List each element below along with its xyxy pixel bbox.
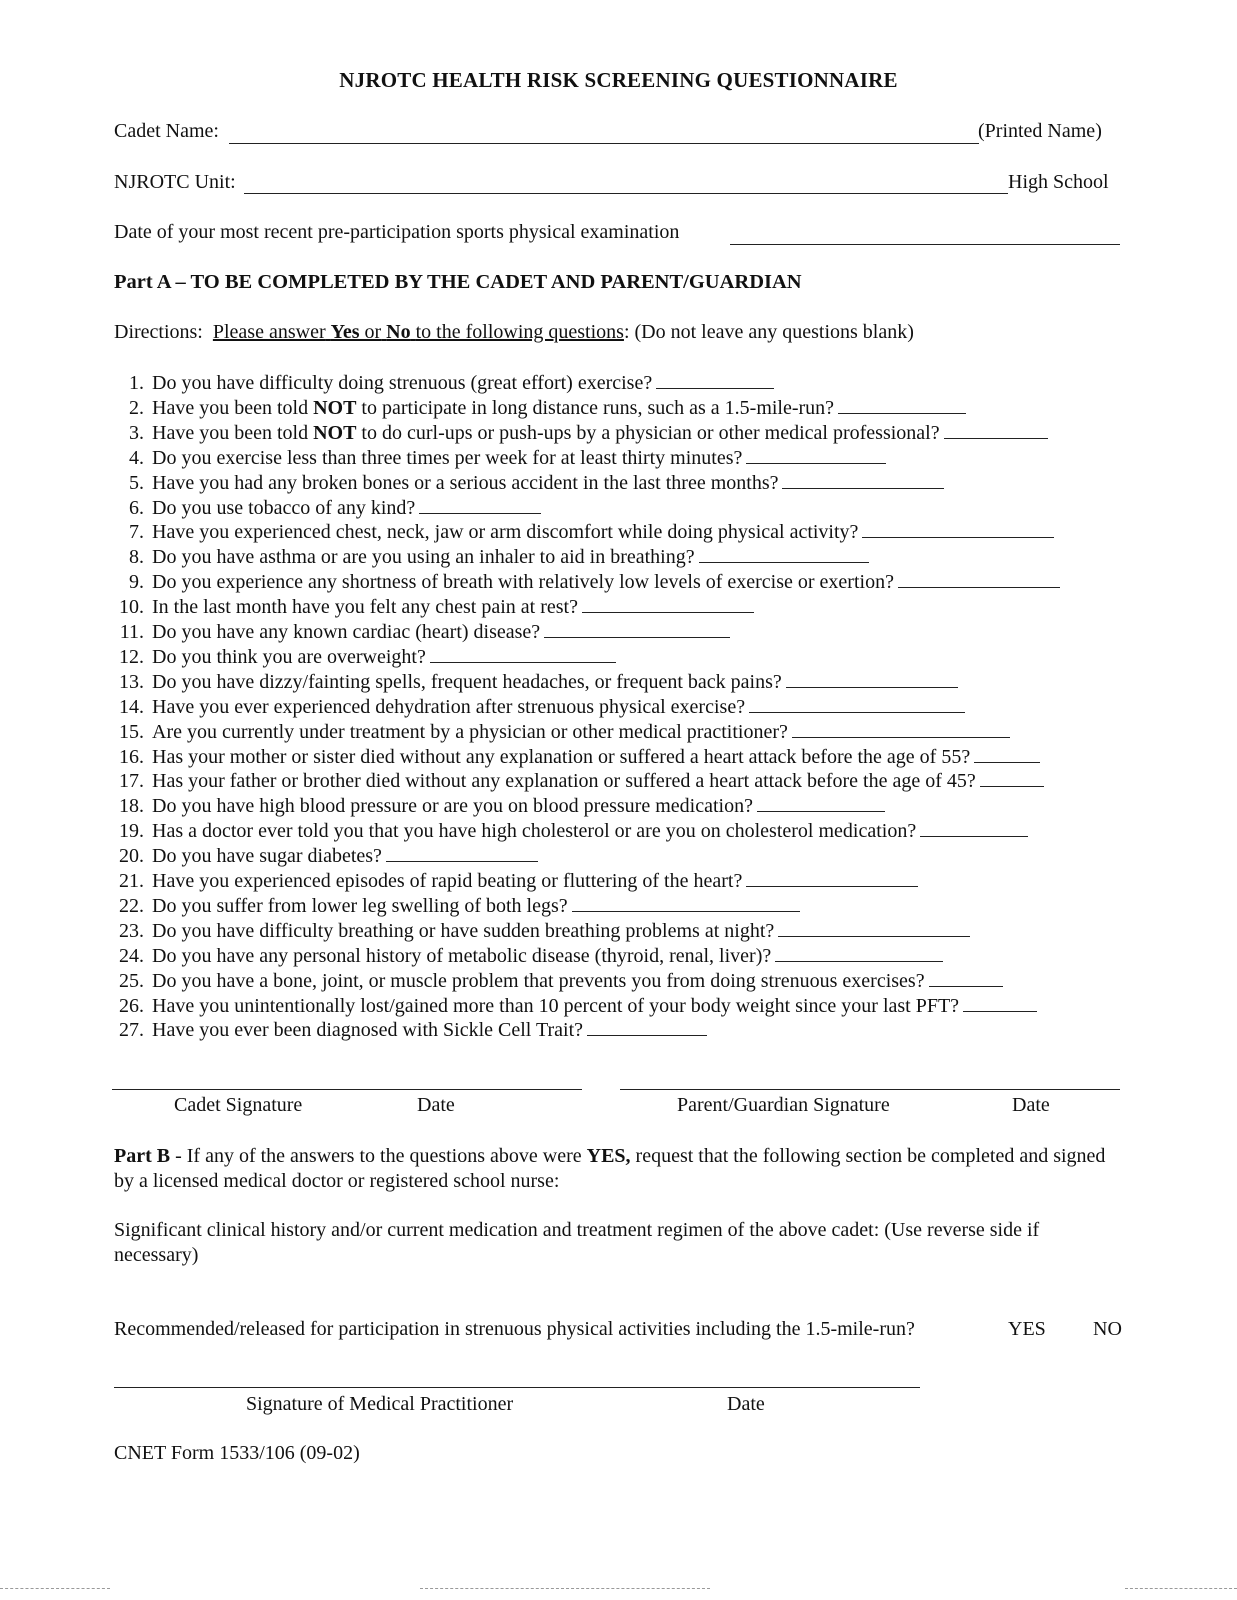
question-number: 12.: [119, 645, 144, 668]
physical-date-label: Date of your most recent pre-participation sports physical examination: [114, 221, 680, 243]
question-number: 1.: [129, 372, 144, 394]
question-item: [119, 795, 885, 819]
question-item: [129, 471, 944, 496]
question-number: 24.: [119, 944, 144, 967]
question-item: [129, 521, 1054, 545]
question-number: 22.: [119, 894, 144, 917]
no-option[interactable]: NO: [1093, 1318, 1122, 1340]
question-item: [119, 870, 918, 894]
question-item: [129, 546, 869, 570]
question-text: Have you ever been diagnosed with Sickle Cell Trait?: [152, 1019, 584, 1042]
recommended-question: Recommended/released for participation in strenuous physical activities including the 1.5-mile-run?: [114, 1318, 915, 1340]
question-item: [119, 596, 754, 620]
question-number: 8.: [129, 546, 144, 569]
question-text: to participate in long distance runs, such as a 1.5-mile-run?: [356, 396, 835, 419]
question-text: Have you experienced chest, neck, jaw or arm discomfort while doing physical activity?: [152, 521, 859, 544]
question-number: 7.: [129, 521, 144, 544]
question-text: Do you exercise less than three times per week for at least thirty minutes?: [152, 446, 743, 469]
cadet-signature-label: Cadet Signature: [174, 1094, 303, 1116]
question-number: 16.: [119, 745, 144, 768]
question-number: 25.: [119, 969, 144, 992]
question-item: [119, 745, 1040, 770]
answer-blank[interactable]: [775, 945, 943, 962]
answer-blank[interactable]: [430, 646, 616, 663]
question-item: [119, 1019, 707, 1043]
answer-blank[interactable]: [786, 671, 958, 688]
form-number: CNET Form 1533/106 (09-02): [114, 1442, 360, 1464]
question-number: 18.: [119, 795, 144, 818]
question-number: 20.: [119, 845, 144, 868]
question-text: Do you have sugar diabetes?: [152, 845, 382, 868]
question-item: [119, 621, 730, 645]
answer-blank[interactable]: [929, 970, 1003, 987]
question-text: Have you ever experienced dehydration after strenuous physical exercise?: [152, 695, 746, 718]
question-item: [119, 670, 958, 695]
question-item: [119, 919, 970, 944]
question-number: 9.: [129, 571, 144, 594]
answer-blank[interactable]: [778, 920, 970, 937]
practitioner-date-label: Date: [727, 1393, 765, 1415]
question-text: Has your father or brother died without any explanation or suffered a heart attack before the age of 45?: [152, 770, 976, 793]
part-a-heading: Part A – TO BE COMPLETED BY THE CADET AND PARENT/GUARDIAN: [114, 271, 802, 293]
answer-blank[interactable]: [782, 472, 944, 489]
question-text: Have you had any broken bones or a serious accident in the last three months?: [152, 471, 779, 494]
question-text: Do you suffer from lower leg swelling of both legs?: [152, 894, 568, 917]
unit-label: NJROTC Unit:: [114, 171, 236, 193]
high-school-hint: High School: [1008, 171, 1109, 193]
question-item: [119, 969, 1003, 994]
question-number: 14.: [119, 695, 144, 718]
answer-blank[interactable]: [419, 497, 541, 514]
directions-tail: : (Do not leave any questions blank): [623, 321, 914, 343]
question-item: [119, 720, 1010, 745]
answer-blank[interactable]: [587, 1019, 707, 1036]
parent-signature-label: Parent/Guardian Signature: [677, 1094, 890, 1116]
question-number: 3.: [129, 421, 144, 444]
yes-option[interactable]: YES: [1008, 1318, 1046, 1340]
answer-blank[interactable]: [746, 447, 886, 464]
question-text: Do you have a bone, joint, or muscle problem that prevents you from doing strenuous exercises?: [152, 969, 925, 992]
form-title: NJROTC HEALTH RISK SCREENING QUESTIONNAIRE: [339, 68, 898, 92]
answer-blank[interactable]: [980, 770, 1044, 787]
question-item: [119, 820, 1028, 844]
answer-blank[interactable]: [749, 696, 965, 713]
question-number: 5.: [129, 471, 144, 494]
question-number: 21.: [119, 870, 144, 892]
question-text: In the last month have you felt any chest pain at rest?: [152, 596, 578, 619]
question-item: [119, 894, 800, 919]
cadet-date-label: Date: [417, 1094, 455, 1116]
answer-blank[interactable]: [544, 621, 730, 638]
cadet-name-label: Cadet Name:: [114, 120, 219, 142]
question-text: Are you currently under treatment by a physician or other medical practitioner?: [152, 720, 788, 743]
question-number: 26.: [119, 994, 144, 1017]
question-number: 2.: [129, 396, 144, 419]
answer-blank[interactable]: [757, 795, 885, 812]
unit-field[interactable]: [244, 193, 1008, 194]
question-text: Do you have difficulty doing strenuous (great effort) exercise?: [152, 372, 653, 394]
question-text: Do you have any personal history of metabolic disease (thyroid, renal, liver)?: [152, 944, 772, 967]
part-b-intro: Part B - If any of the answers to the questions above were YES, request that the following section be completed and signed by a licensed medical doctor or registered school nurse:: [114, 1145, 1106, 1192]
question-item: [129, 571, 1060, 595]
answer-blank[interactable]: [656, 372, 774, 389]
answer-blank[interactable]: [898, 571, 1060, 588]
question-number: 4.: [129, 446, 144, 469]
answer-blank[interactable]: [963, 995, 1037, 1012]
answer-blank[interactable]: [920, 820, 1028, 837]
question-item: [119, 645, 616, 670]
answer-blank[interactable]: [862, 521, 1054, 538]
physical-date-field[interactable]: [730, 244, 1120, 245]
directions: [114, 321, 914, 344]
cadet-signature-line[interactable]: [112, 1089, 582, 1090]
question-text: Do you have asthma or are you using an inhaler to aid in breathing?: [152, 546, 695, 569]
directions-underlined: Please answer Yes or No to the following questions: [212, 321, 624, 343]
question-text: Do you have high blood pressure or are you on blood pressure medication?: [152, 795, 753, 818]
answer-blank[interactable]: [582, 596, 754, 613]
question-emphasis: NOT: [313, 421, 357, 444]
question-text: to do curl-ups or push-ups by a physician or other medical professional?: [356, 421, 940, 444]
question-text: Do you have difficulty breathing or have sudden breathing problems at night?: [152, 919, 775, 942]
directions-lead: Directions:: [114, 321, 203, 343]
answer-blank[interactable]: [386, 845, 538, 862]
cadet-name-field[interactable]: [229, 143, 979, 144]
question-item: [119, 845, 538, 869]
printed-name-hint: (Printed Name): [978, 120, 1102, 142]
parent-signature-line[interactable]: [620, 1089, 1120, 1090]
practitioner-signature-label: Signature of Medical Practitioner: [246, 1393, 514, 1415]
question-text: Have you experienced episodes of rapid beating or fluttering of the heart?: [152, 870, 743, 892]
answer-blank[interactable]: [746, 870, 918, 887]
question-item: [119, 944, 943, 969]
question-number: 10.: [119, 596, 144, 619]
parent-date-label: Date: [1012, 1094, 1050, 1116]
practitioner-signature-line[interactable]: [114, 1387, 920, 1388]
answer-blank[interactable]: [699, 546, 869, 563]
question-text: Do you have any known cardiac (heart) disease?: [152, 621, 541, 643]
clinical-history-prompt: Significant clinical history and/or current medication and treatment regimen of the above cadet: (Use reverse side if necessary): [114, 1219, 1040, 1266]
question-text: Do you have dizzy/fainting spells, frequent headaches, or frequent back pains?: [152, 670, 782, 693]
question-number: 11.: [119, 621, 144, 643]
question-number: 23.: [119, 919, 144, 942]
question-number: 19.: [119, 820, 144, 843]
question-item: [129, 421, 1048, 446]
question-item: [129, 396, 966, 421]
question-text: Has a doctor ever told you that you have high cholesterol or are you on cholesterol medication?: [152, 820, 917, 843]
question-number: 6.: [129, 496, 144, 519]
question-number: 15.: [119, 720, 144, 743]
question-number: 27.: [119, 1019, 144, 1042]
question-number: 17.: [119, 770, 144, 793]
question-item: [129, 496, 541, 521]
question-item: [129, 372, 774, 396]
question-text: Do you experience any shortness of breath with relatively low levels of exercise or exertion?: [152, 571, 894, 594]
answer-blank[interactable]: [792, 721, 1010, 738]
question-item: [119, 994, 1037, 1019]
scan-edge-mark: [0, 1588, 110, 1589]
answer-blank[interactable]: [974, 746, 1040, 763]
question-text-pre: Have you been told: [152, 421, 314, 444]
question-number: 13.: [119, 670, 144, 693]
question-item: [129, 446, 886, 471]
question-item: [119, 770, 1044, 794]
question-text: Do you use tobacco of any kind?: [152, 496, 416, 519]
question-emphasis: NOT: [313, 396, 357, 419]
answer-blank[interactable]: [944, 422, 1048, 439]
question-text: Have you unintentionally lost/gained more than 10 percent of your body weight since your last PFT?: [152, 994, 960, 1017]
question-text: Do you think you are overweight?: [152, 645, 426, 668]
answer-blank[interactable]: [838, 397, 966, 414]
answer-blank[interactable]: [572, 895, 800, 912]
question-item: [119, 695, 965, 720]
scan-edge-mark: [1125, 1588, 1237, 1589]
question-text-pre: Have you been told: [152, 396, 314, 419]
question-text: Has your mother or sister died without any explanation or suffered a heart attack before the age of 55?: [152, 745, 971, 768]
scan-edge-mark: [420, 1588, 710, 1589]
